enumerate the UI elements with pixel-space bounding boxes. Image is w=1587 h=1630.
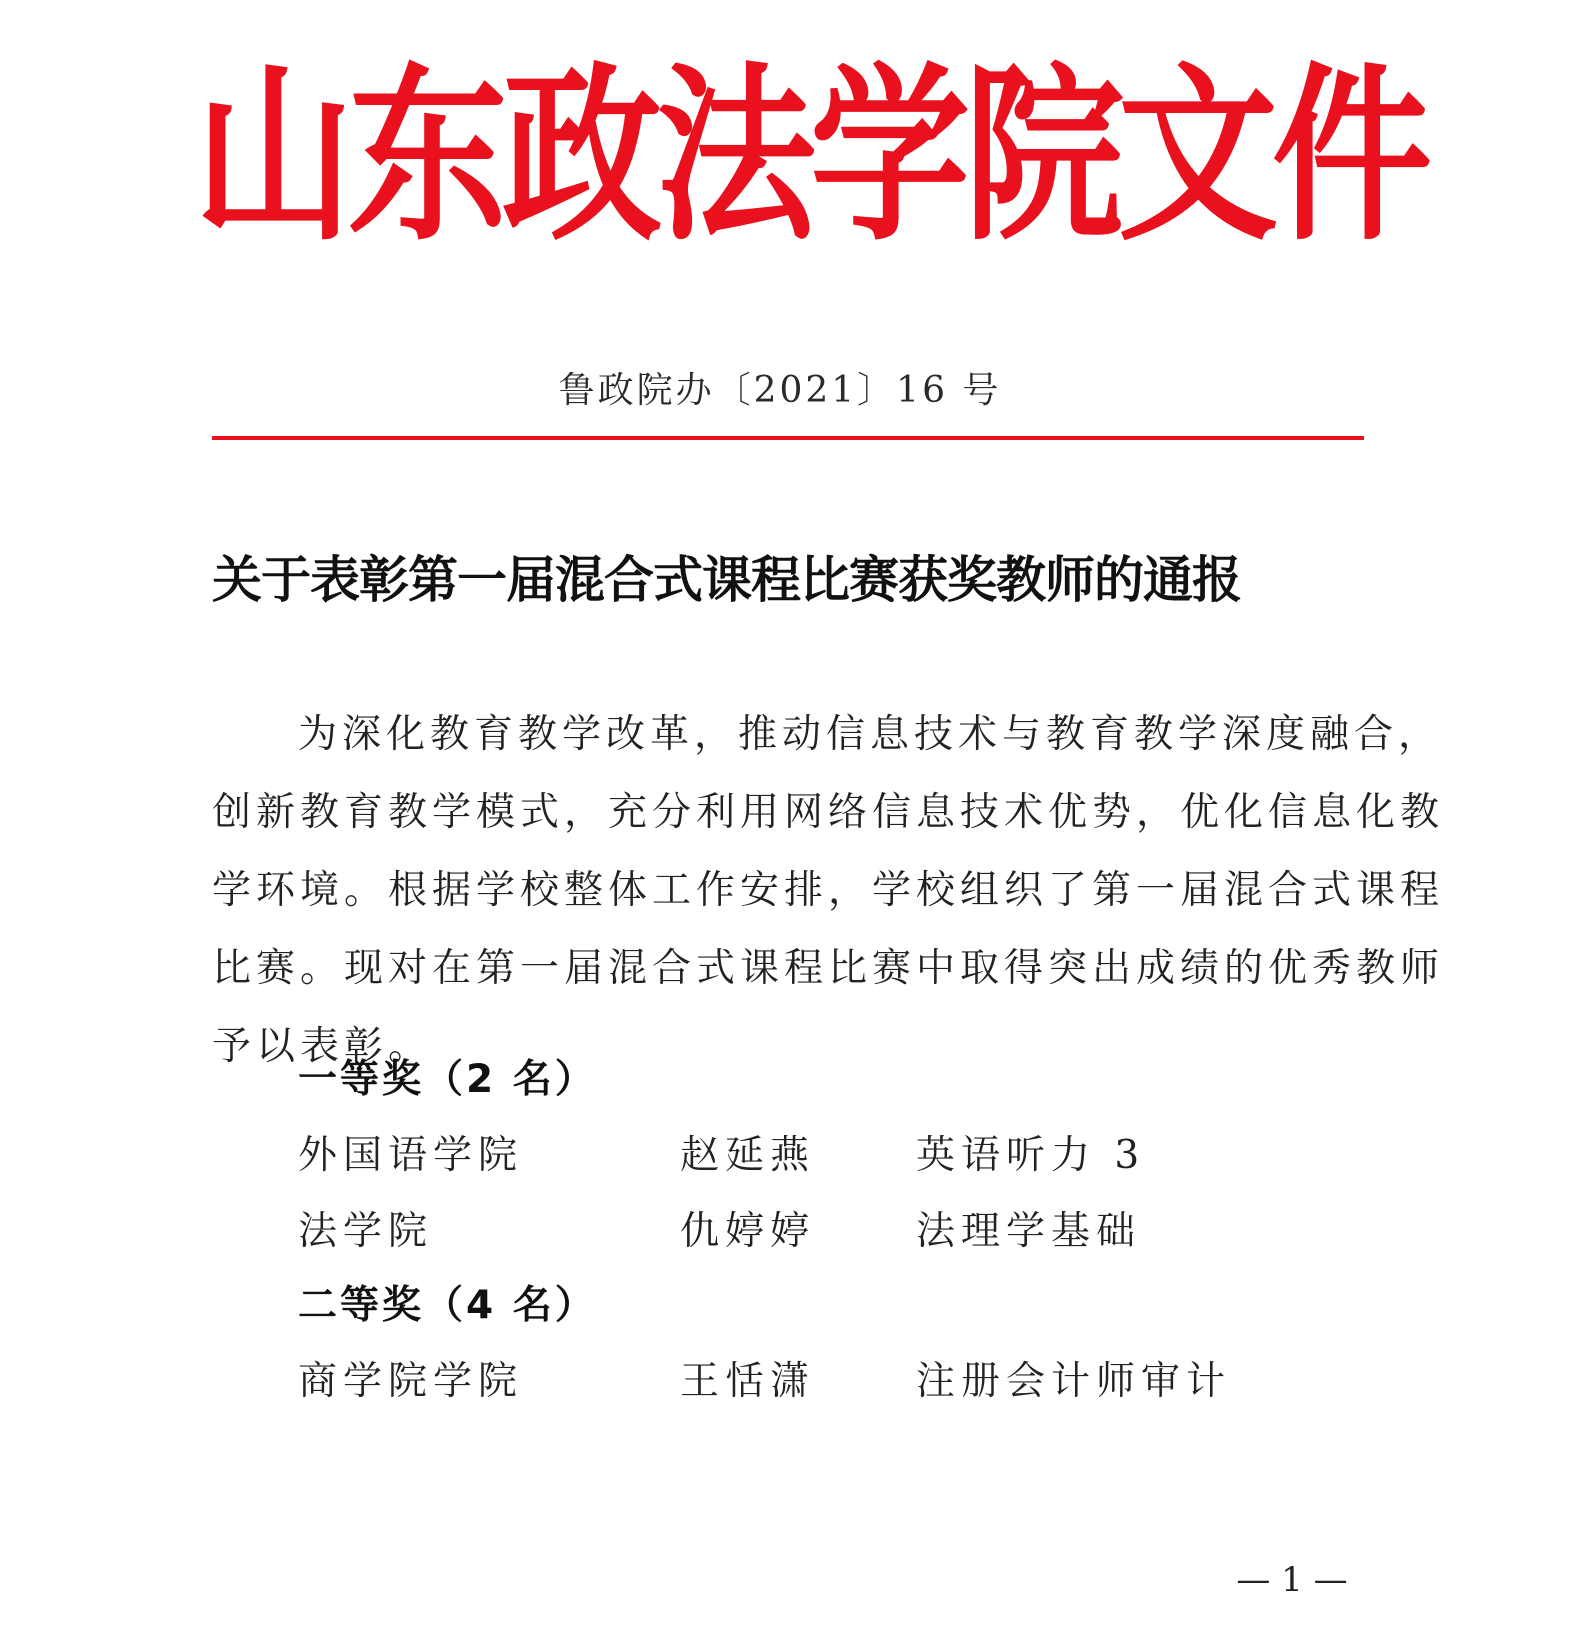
body-line: 创新教育教学模式，充分利用网络信息技术优势，优化信息化教 — [212, 790, 1445, 835]
body-line: 比赛。现对在第一届混合式课程比赛中取得突出成绩的优秀教师 — [212, 946, 1445, 991]
winner-course: 英语听力 3 — [916, 1133, 1146, 1178]
winner-department: 外国语学院 — [298, 1133, 524, 1178]
document-body — [212, 696, 1445, 1086]
winner-row — [298, 1350, 1298, 1410]
body-line: 为深化教育教学改革，推动信息技术与教育教学深度融合， — [298, 712, 1443, 757]
second-prize-heading: 二等奖（4 名） — [298, 1283, 597, 1328]
winner-course: 注册会计师审计 — [916, 1359, 1232, 1404]
winner-course: 法理学基础 — [916, 1209, 1142, 1254]
document-number: 鲁政院办〔2021〕16 号 — [558, 370, 1002, 411]
winner-name: 王恬潇 — [680, 1359, 816, 1404]
winner-row — [298, 1124, 1298, 1184]
red-divider-line — [212, 436, 1364, 440]
winner-department: 商学院学院 — [298, 1359, 524, 1404]
document-title: 关于表彰第一届混合式课程比赛获奖教师的通报 — [212, 550, 1241, 609]
document-masthead: 山东政法学院文件 — [194, 44, 1427, 267]
body-line: 学环境。根据学校整体工作安排，学校组织了第一届混合式课程 — [212, 868, 1445, 913]
body-line: 予以表彰。 — [212, 1024, 433, 1069]
first-prize-heading: 一等奖（2 名） — [298, 1057, 597, 1102]
winner-department: 法学院 — [298, 1209, 434, 1254]
winner-name: 仇婷婷 — [680, 1209, 816, 1254]
winner-row — [298, 1200, 1298, 1260]
winner-name: 赵延燕 — [680, 1133, 816, 1178]
page-number: — 1 — — [1236, 1560, 1348, 1600]
